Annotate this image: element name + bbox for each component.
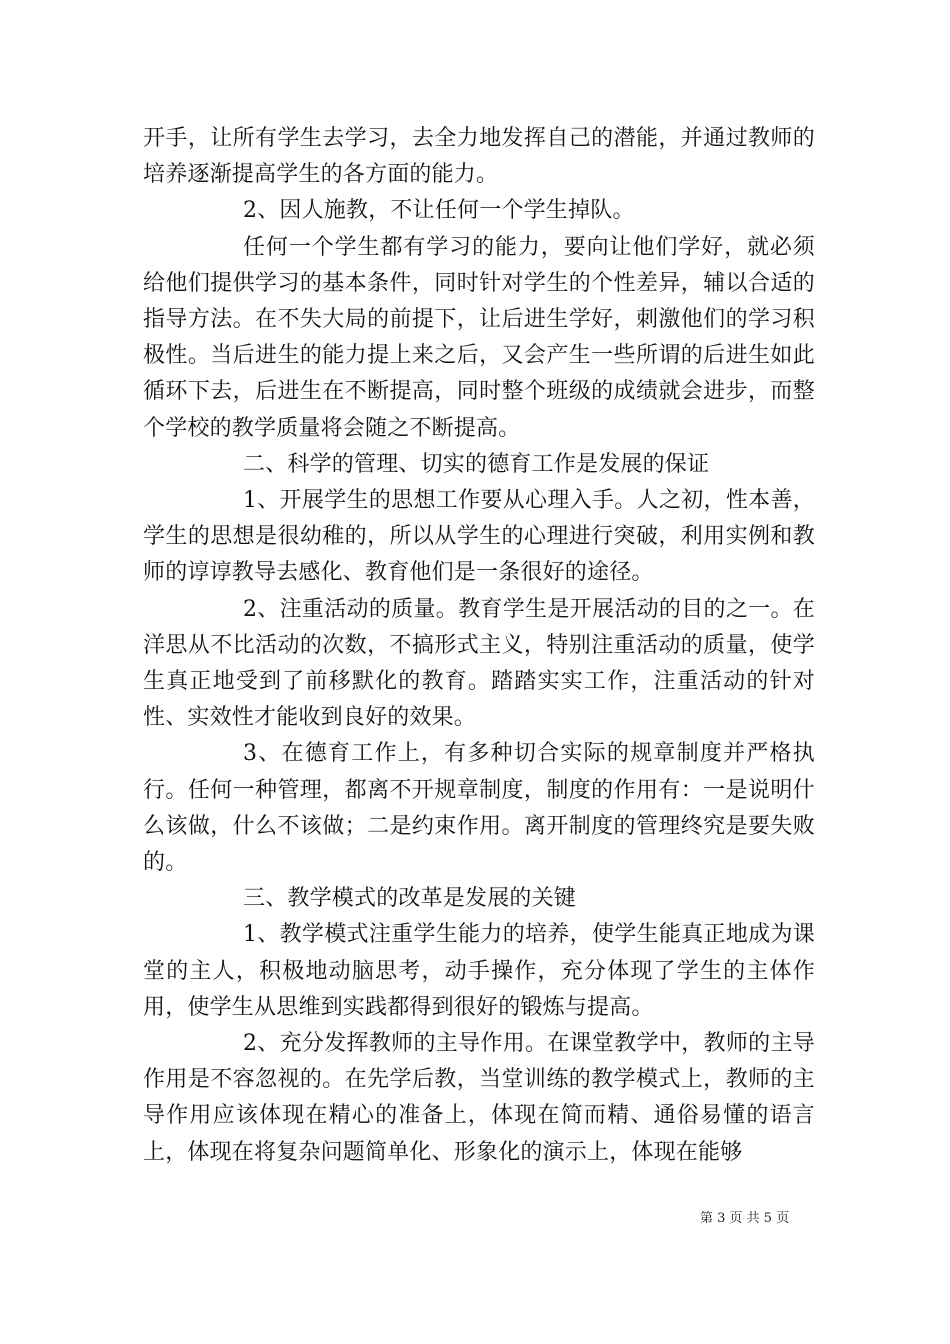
paragraph-point-2-heading: 2、因人施教，不让任何一个学生掉队。 [243, 198, 635, 224]
paragraph-section2-point-2: 2、注重活动的质量。教育学生是开展活动的目的之一。在洋思从不比活动的次数，不搞形式主义，特别注重活动的质量，使学生真正地受到了前移默化的教育。踏踏实实工作，注重活动的针对性、实效性才能收到良好的效果。 [143, 596, 815, 731]
paragraph-section2-point-1: 1、开展学生的思想工作要从心理入手。人之初，性本善，学生的思想是很幼稚的，所以从学生的心理进行突破，利用实例和教师的谆谆教导去感化、教育他们是一条很好的途径。 [143, 488, 815, 586]
paragraph-continuation: 开手，让所有学生去学习，去全力地发挥自己的潜能，并通过教师的培养逐渐提高学生的各方面的能力。 [143, 126, 815, 188]
paragraph-section3-point-1: 1、教学模式注重学生能力的培养，使学生能真正地成为课堂的主人，积极地动脑思考，动手操作，充分体现了学生的主体作用，使学生从思维到实践都得到很好的锻炼与提高。 [143, 922, 815, 1020]
document-body [143, 121, 815, 1171]
page-number-footer: 第 3 页 共 5 页 [700, 1211, 790, 1226]
section-heading-2: 二、科学的管理、切实的德育工作是发展的保证 [243, 451, 710, 477]
paragraph-section3-point-2: 2、充分发挥教师的主导作用。在课堂教学中，教师的主导作用是不容忽视的。在先学后教，当堂训练的教学模式上，教师的主导作用应该体现在精心的准备上，体现在简而精、通俗易懂的语言上，体现在将复杂问题简单化、形象化的演示上，体现在能够 [143, 1031, 815, 1165]
paragraph-section2-point-3: 3、在德育工作上，有多种切合实际的规章制度并严格执行。任何一种管理，都离不开规章制度，制度的作用有：一是说明什么该做，什么不该做；二是约束作用。离开制度的管理终究是要失败的。 [143, 741, 815, 876]
paragraph-point-2-body: 任何一个学生都有学习的能力，要向让他们学好，就必须给他们提供学习的基本条件，同时针对学生的个性差异，辅以合适的指导方法。在不失大局的前提下，让后进生学好，刺激他们的学习积极性。当后进生的能力提上来之后，又会产生一些所谓的后进生如此循环下去，后进生在不断提高，同时整个班级的成绩就会进步，而整个学校的教学质量将会随之不断提高。 [143, 234, 815, 441]
section-heading-3: 三、教学模式的改革是发展的关键 [243, 886, 577, 912]
